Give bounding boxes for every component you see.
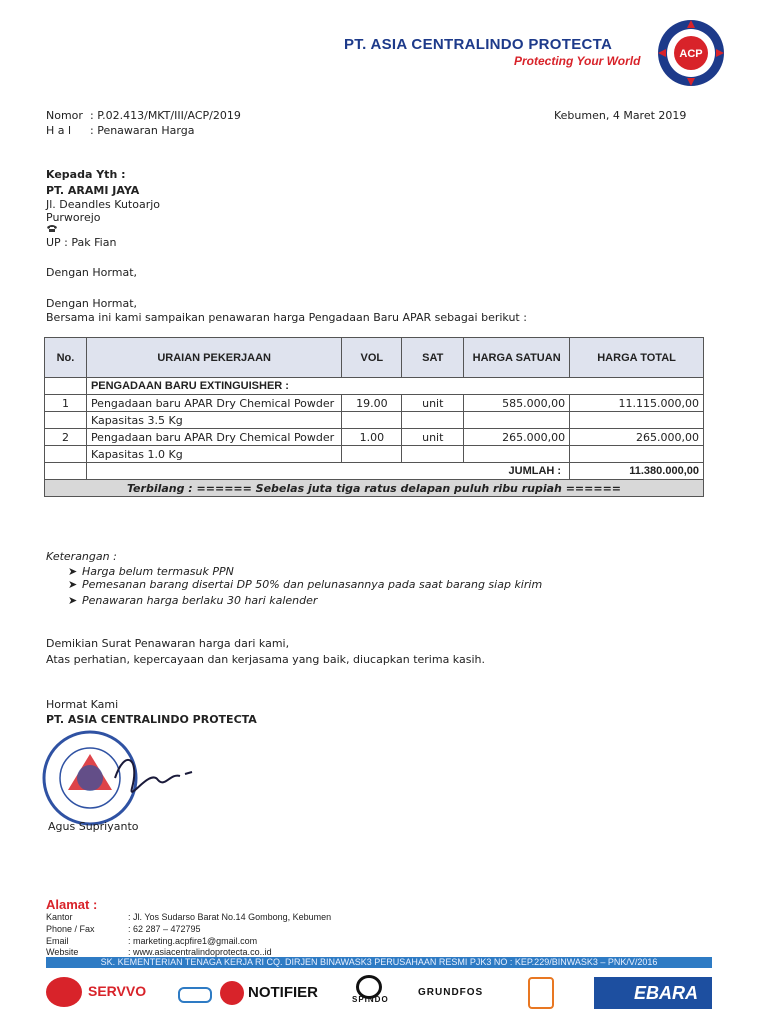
intro-text: Bersama ini kami sampaikan penawaran harga Pengadaan Baru APAR sebagai berikut :	[46, 311, 527, 324]
arrow-bullet-icon: ➤	[68, 594, 78, 607]
cell-total	[570, 412, 704, 429]
footer-label-kantor: Kantor	[46, 912, 73, 922]
cell-vol: 19.00	[342, 395, 402, 412]
table-row	[45, 446, 704, 463]
footer-label-website: Website	[46, 947, 79, 957]
col-header-sat: SAT	[402, 338, 464, 378]
table-header-row	[45, 338, 704, 378]
jumlah-row	[45, 463, 704, 480]
brand-logo-mark	[178, 987, 212, 1003]
signer-name: Agus Supriyanto	[48, 820, 139, 833]
table-row	[45, 378, 704, 395]
cell-no: 2	[45, 429, 87, 446]
footer-label-phone: Phone / Fax	[46, 924, 95, 934]
col-header-unit-price: HARGA SATUAN	[464, 338, 570, 378]
recipient-address-1: Jl. Deandles Kutoarjo	[46, 198, 161, 211]
cell-sat: unit	[402, 395, 464, 412]
cell-total: 11.115.000,00	[570, 395, 704, 412]
greeting-1: Dengan Hormat,	[46, 266, 137, 279]
brand-logo-mark	[528, 977, 554, 1009]
greeting-2: Dengan Hormat,	[46, 297, 137, 310]
brand-spindo: SPINDO	[352, 995, 389, 1004]
hal-label: H a l	[46, 124, 72, 137]
company-name: PT. ASIA CENTRALINDO PROTECTA	[344, 36, 613, 53]
place-date: Kebumen, 4 Maret 2019	[554, 109, 687, 122]
section-title: PENGADAAN BARU EXTINGUISHER :	[86, 378, 703, 395]
col-header-total: HARGA TOTAL	[570, 338, 704, 378]
cell-sat	[402, 412, 464, 429]
footer-label-email: Email	[46, 936, 69, 946]
cell-no: 1	[45, 395, 87, 412]
cell-vol	[342, 446, 402, 463]
terbilang-row	[45, 480, 704, 497]
cell-sat	[402, 446, 464, 463]
brand-ebara: EBARA	[634, 983, 699, 1003]
address-title: Alamat :	[46, 897, 98, 912]
cell-desc: Kapasitas 3.5 Kg	[86, 412, 341, 429]
logo-text: ACP	[679, 48, 703, 60]
cell-no	[45, 412, 87, 429]
brand-notifier: NOTIFIER	[248, 984, 318, 1001]
arrow-bullet-icon: ➤	[68, 565, 78, 578]
table-row	[45, 412, 704, 429]
cell-desc: Kapasitas 1.0 Kg	[86, 446, 341, 463]
cell-sat: unit	[402, 429, 464, 446]
company-stamp	[40, 728, 220, 831]
company-tagline: Protecting Your World	[514, 54, 641, 68]
brand-grundfos: GRUNDFOS	[418, 987, 484, 998]
cell-unit-price	[464, 412, 570, 429]
nomor-value: : P.02.413/MKT/III/ACP/2019	[90, 109, 241, 122]
cell-total	[570, 446, 704, 463]
hormat-kami: Hormat Kami	[46, 698, 119, 711]
recipient-address-2: Purworejo	[46, 211, 101, 224]
closing-line-2: Atas perhatian, kepercayaan dan kerjasama yang baik, diucapkan terima kasih.	[46, 653, 485, 666]
hal-value: : Penawaran Harga	[90, 124, 195, 137]
cell-unit-price: 585.000,00	[464, 395, 570, 412]
cell-unit-price	[464, 446, 570, 463]
table-row	[45, 395, 704, 412]
col-header-no: No.	[45, 338, 87, 378]
terbilang-text: Terbilang : ====== Sebelas juta tiga ratus delapan puluh ribu rupiah ======	[45, 480, 704, 497]
col-header-desc: URAIAN PEKERJAAN	[86, 338, 341, 378]
brand-notifier-mark	[220, 981, 244, 1005]
footer-value-email: : marketing.acpfire1@gmail.com	[128, 936, 258, 946]
note-item: ➤ Penawaran harga berlaku 30 hari kalender	[68, 594, 318, 607]
cell-desc: Pengadaan baru APAR Dry Chemical Powder	[86, 429, 341, 446]
company-logo	[656, 18, 726, 91]
phone-icon	[46, 223, 58, 233]
note-item: ➤ Harga belum termasuk PPN	[68, 565, 234, 578]
footer-value-phone: : 62 287 – 472795	[128, 924, 201, 934]
note-item: ➤ Pemesanan barang disertai DP 50% dan pelunasannya pada saat barang siap kirim	[68, 578, 543, 591]
cell-vol: 1.00	[342, 429, 402, 446]
arrow-bullet-icon: ➤	[68, 578, 78, 591]
closing-company: PT. ASIA CENTRALINDO PROTECTA	[46, 713, 257, 726]
cell-desc: Pengadaan baru APAR Dry Chemical Powder	[86, 395, 341, 412]
cell-vol	[342, 412, 402, 429]
closing-line-1: Demikian Surat Penawaran harga dari kami,	[46, 637, 290, 650]
cell-total: 265.000,00	[570, 429, 704, 446]
cell-no	[45, 446, 87, 463]
col-header-vol: VOL	[342, 338, 402, 378]
table-row	[45, 429, 704, 446]
cell-unit-price: 265.000,00	[464, 429, 570, 446]
notes-title: Keterangan :	[46, 550, 117, 563]
up-line: UP : Pak Fian	[46, 236, 117, 249]
jumlah-label: JUMLAH :	[86, 463, 569, 480]
footer-value-kantor: : Jl. Yos Sudarso Barat No.14 Gombong, Kebumen	[128, 912, 332, 922]
brand-servvo: SERVVO	[88, 983, 147, 999]
footer-value-website: : www.asiacentralindoprotecta.co..id	[128, 947, 272, 957]
brand-spindo-mark	[356, 975, 382, 999]
quotation-table	[44, 337, 704, 497]
nomor-label: Nomor	[46, 109, 83, 122]
brand-logos	[46, 973, 712, 1013]
certification-banner: SK. KEMENTERIAN TENAGA KERJA RI CQ. DIRJEN BINAWASK3 PERUSAHAAN RESMI PJK3 NO : KEP.229/BINWASK3 – PNK/V/2016	[46, 957, 712, 968]
jumlah-value: 11.380.000,00	[570, 463, 704, 480]
recipient-name: PT. ARAMI JAYA	[46, 184, 140, 197]
kepada-label: Kepada Yth :	[46, 168, 126, 181]
brand-logo-mark	[46, 977, 82, 1007]
